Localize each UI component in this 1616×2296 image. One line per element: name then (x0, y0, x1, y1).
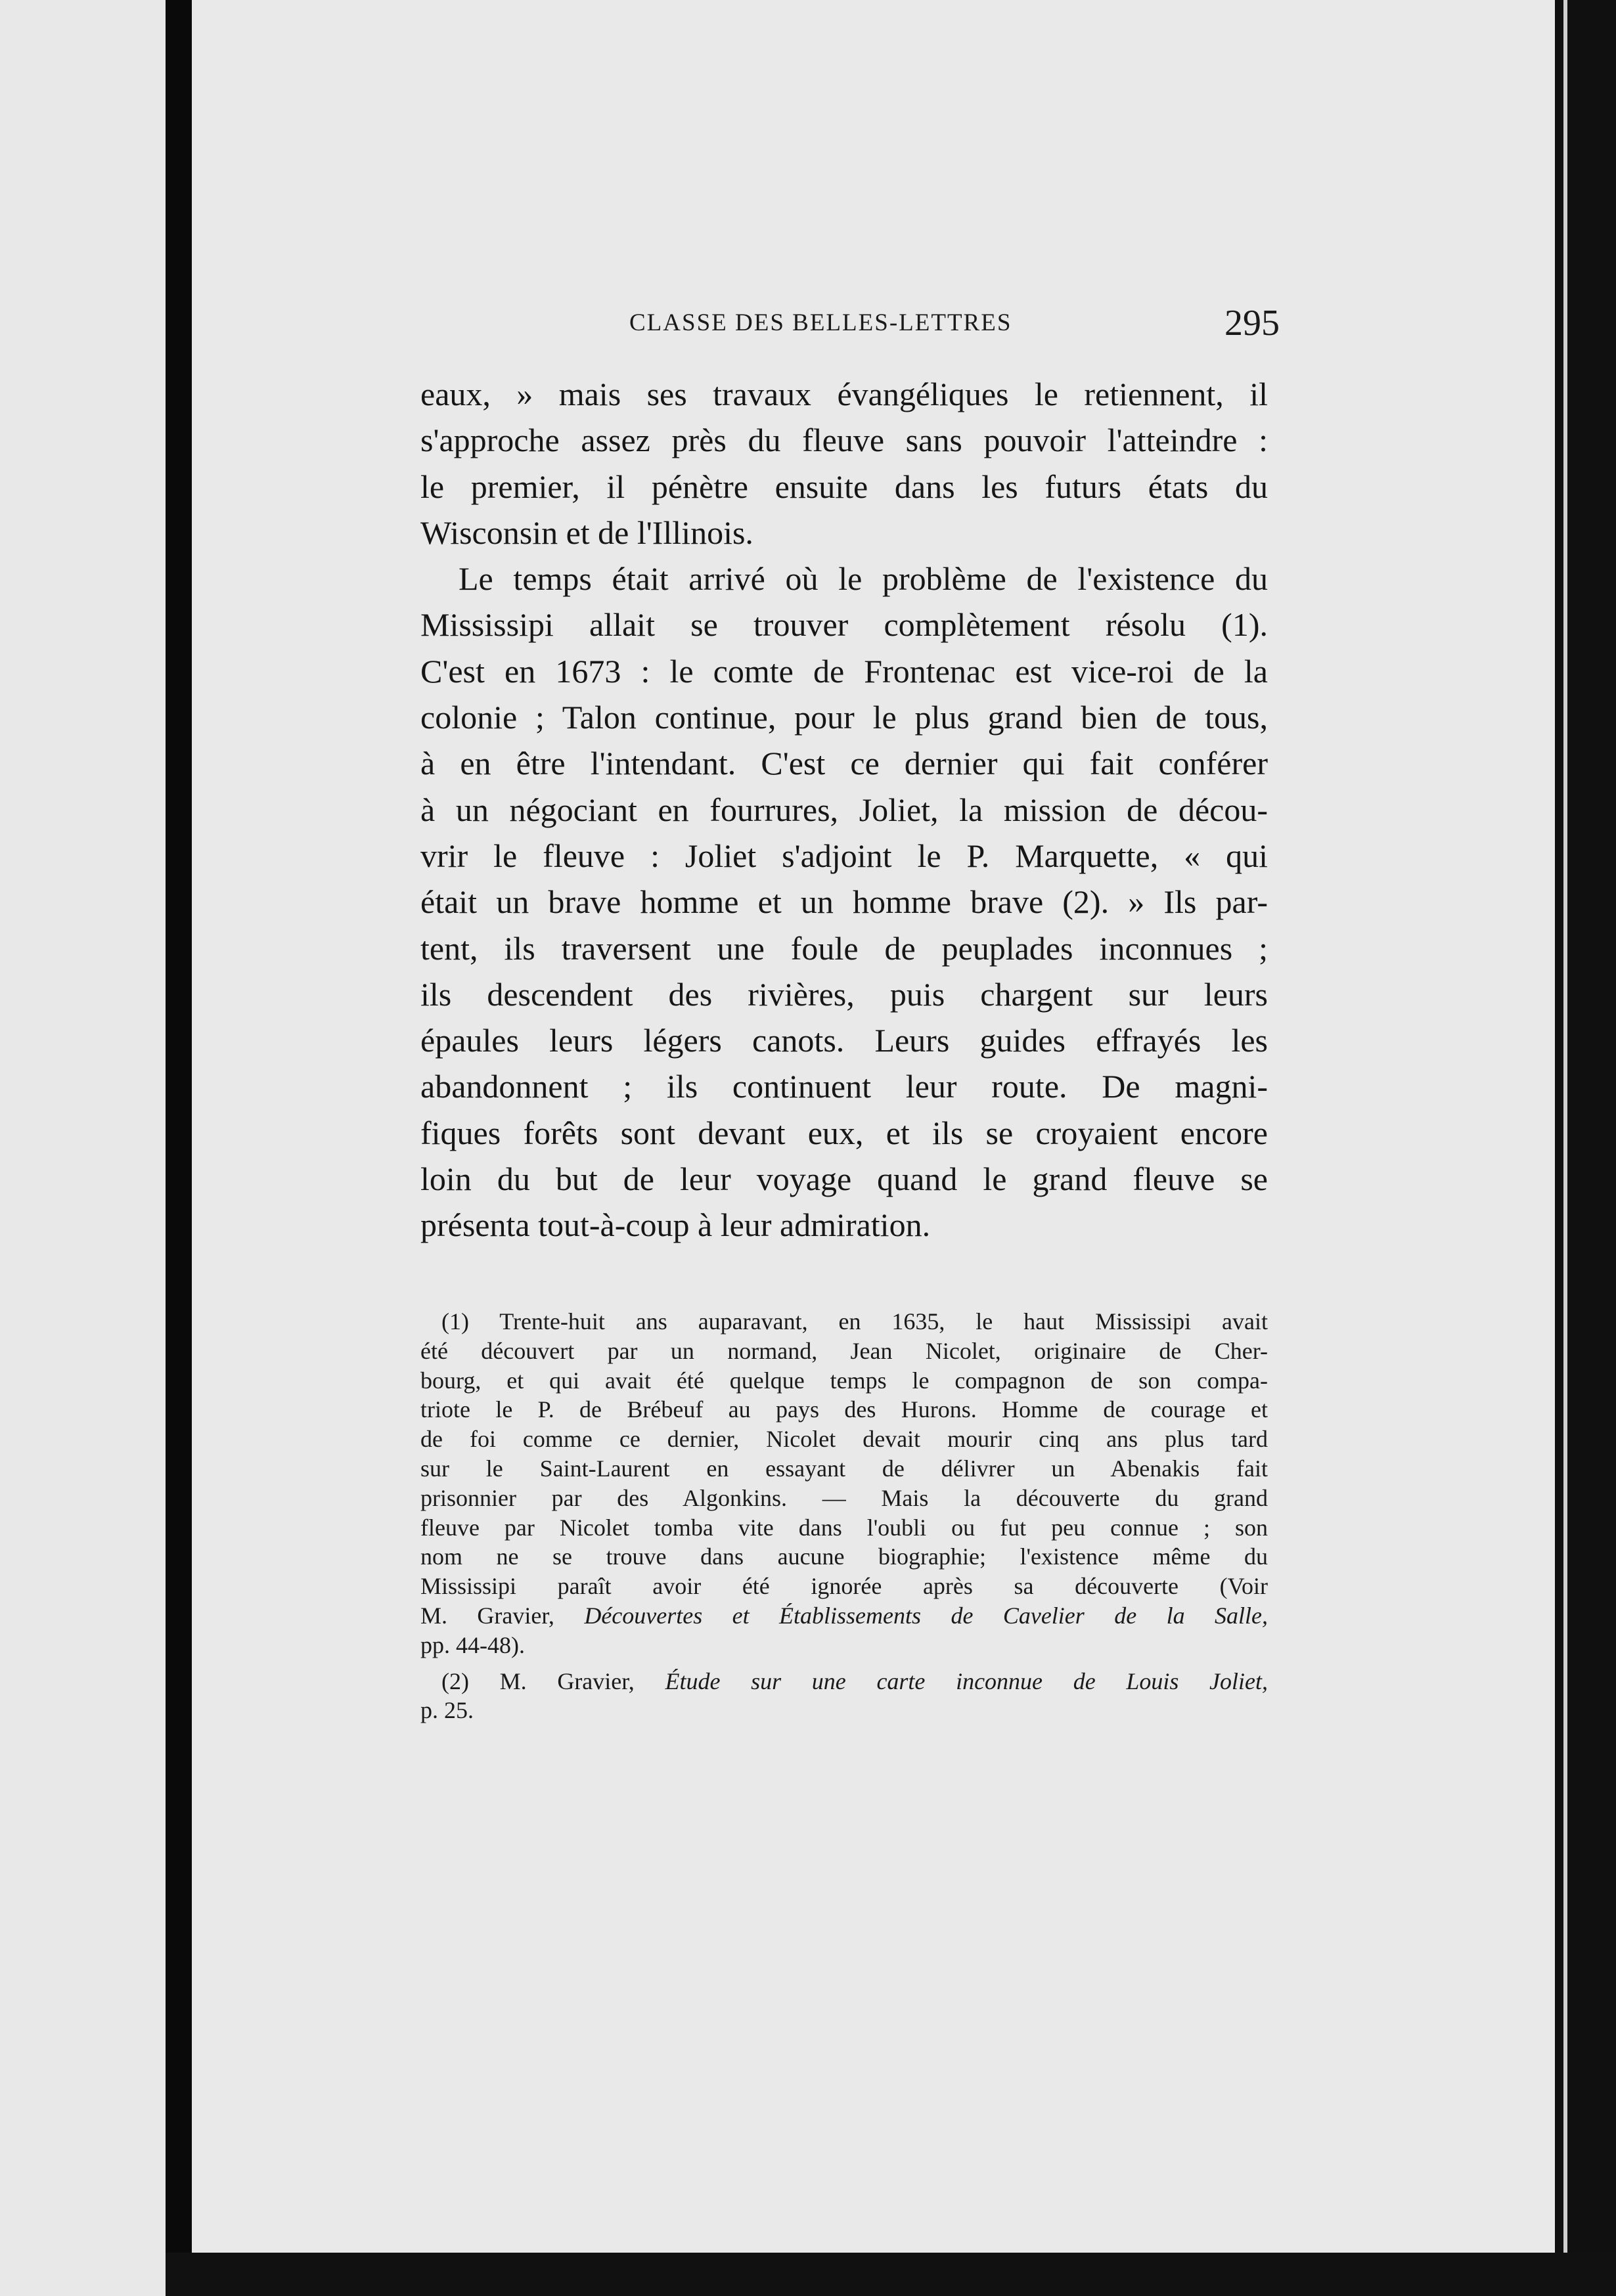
footnote-line: bourg, et qui avait été quelque temps le compagnon de son compa- (420, 1367, 1268, 1394)
footnote-line: (1) Trente-huit ans auparavant, en 1635, le haut Mississipi avait (441, 1308, 1268, 1335)
text-line: vrir le fleuve : Joliet s'adjoint le P. Marquette, « qui (420, 837, 1268, 874)
footnote-line: triote le P. de Brébeuf au pays des Hurons. Homme de courage et (420, 1396, 1268, 1423)
text-line: C'est en 1673 : le comte de Frontenac est vice-roi de la (420, 652, 1268, 690)
footnote-citation-line (420, 1601, 1268, 1631)
footnote-line: prisonnier par des Algonkins. — Mais la découverte du grand (420, 1484, 1268, 1511)
text-line: Wisconsin et de l'Illinois. (420, 514, 753, 551)
footnote-line: p. 25. (420, 1697, 474, 1724)
text-line: Le temps était arrivé où le problème de l'existence du (459, 560, 1268, 598)
citation-title: Découvertes et Établissements de Cavelier de la Salle, (584, 1602, 1268, 1629)
running-head (629, 302, 1280, 342)
text-line: tent, ils traversent une foule de peuplades inconnues ; (420, 929, 1268, 967)
footnote-line: nom ne se trouve dans aucune biographie; l'existence même du (420, 1543, 1268, 1570)
right-page-edge (1563, 0, 1567, 2266)
footnote-line: de foi comme ce dernier, Nicolet devait mourir cinq ans plus tard (420, 1426, 1268, 1453)
text-line: présenta tout-à-coup à leur admiration. (420, 1206, 931, 1244)
citation-title: Étude sur une carte inconnue de Louis Joliet, (665, 1667, 1268, 1694)
text-line: eaux, » mais ses travaux évangéliques le retiennent, il (420, 376, 1268, 412)
text-line: abandonnent ; ils continuent leur route. De magni- (420, 1068, 1268, 1105)
text-line: s'approche assez près du fleuve sans pouvoir l'atteindre : (420, 422, 1268, 459)
text-line: le premier, il pénètre ensuite dans les futurs états du (420, 468, 1268, 505)
binding-shadow (166, 0, 192, 2296)
footnote-2-line (420, 1667, 1268, 1696)
footnotes (420, 1307, 1268, 1725)
footnote-line: sur le Saint-Laurent en essayant de délivrer un Abenakis fait (420, 1455, 1268, 1482)
page-number: 295 (1224, 303, 1280, 343)
text-line: à un négociant en fourrures, Joliet, la mission de décou- (420, 791, 1268, 828)
footnote-line: été découvert par un normand, Jean Nicolet, originaire de Cher- (420, 1337, 1268, 1364)
citation-author: M. Gravier, (420, 1602, 585, 1629)
main-text (420, 371, 1268, 1248)
previous-page-edge (0, 0, 166, 2296)
text-line: était un brave homme et un homme brave (2). » Ils par- (420, 883, 1268, 921)
citation-author: (2) M. Gravier, (441, 1667, 665, 1694)
footnote-line: Mississipi paraît avoir été ignorée après sa découverte (Voir (420, 1573, 1268, 1600)
footnote-line: pp. 44-48). (420, 1631, 525, 1658)
text-line: loin du but de leur voyage quand le grand fleuve se (420, 1160, 1268, 1198)
text-line: ils descendent des rivières, puis chargent sur leurs (420, 975, 1268, 1013)
text-line: fiques forêts sont devant eux, et ils se croyaient encore (420, 1114, 1268, 1151)
bottom-scan-border (166, 2253, 1616, 2296)
footnote-line: fleuve par Nicolet tomba vite dans l'oubli ou fut peu connue ; son (420, 1514, 1268, 1541)
text-line: épaules leurs légers canots. Leurs guides effrayés les (420, 1022, 1268, 1059)
running-title: CLASSE DES BELLES-LETTRES (629, 309, 1012, 336)
text-line: colonie ; Talon continue, pour le plus grand bien de tous, (420, 699, 1268, 736)
text-line: Mississipi allait se trouver complètement résolu (1). (420, 606, 1268, 644)
text-line: à en être l'intendant. C'est ce dernier qui fait conférer (420, 745, 1268, 782)
